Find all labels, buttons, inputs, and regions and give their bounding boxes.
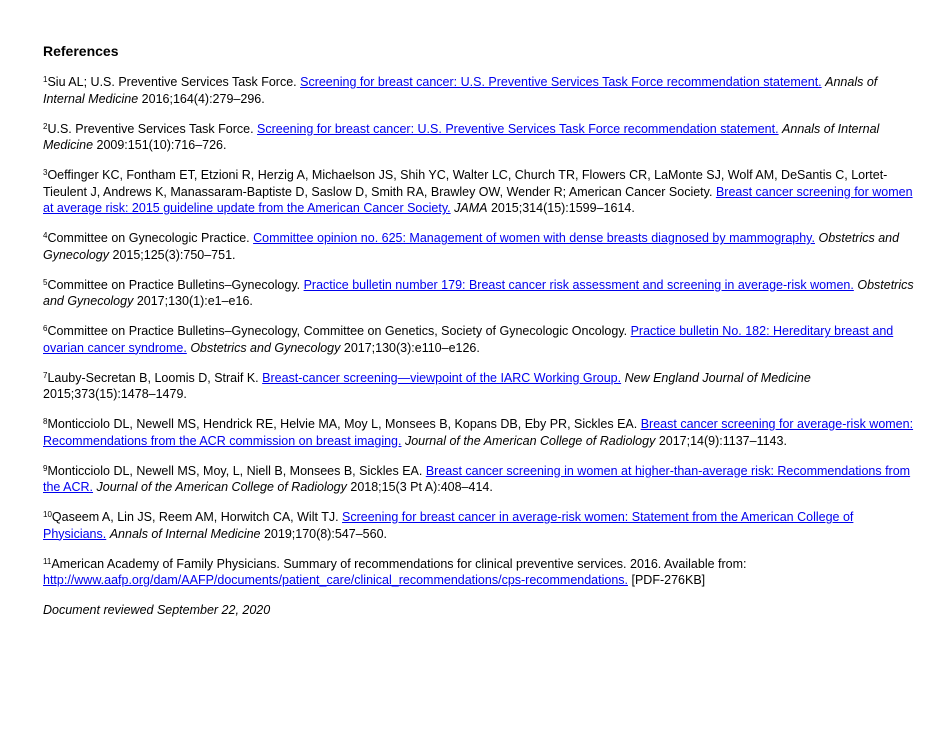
reference-link[interactable]: Screening for breast cancer: U.S. Preventive Services Task Force recommendation statement. [257, 121, 779, 136]
reference-item [43, 370, 920, 403]
reference-journal: Obstetrics and Gynecology [43, 277, 914, 308]
reference-number: 1 [43, 75, 48, 84]
reference-item [43, 509, 920, 542]
reference-number: 9 [43, 463, 48, 473]
reference-journal: Journal of the American College of Radiology [404, 433, 656, 448]
reference-number: 3 [43, 168, 48, 177]
reference-citation: 2009:151(10):716–726. [93, 138, 227, 152]
reference-number: 8 [43, 417, 48, 426]
reference-link[interactable]: Committee opinion no. 625: Management of women with dense breasts diagnosed by mammography. [253, 231, 815, 245]
reference-journal: Annals of Internal Medicine [109, 526, 261, 541]
reference-item [43, 230, 920, 263]
reference-number: 11 [43, 556, 52, 566]
reference-link[interactable]: Breast cancer screening for women at average risk: 2015 guideline update from the American Cancer Society. [43, 184, 913, 215]
reference-link[interactable]: Practice bulletin No. 182: Hereditary breast and ovarian cancer syndrome. [43, 324, 894, 355]
reference-item [43, 74, 920, 107]
reference-authors: Oeffinger KC, Fontham ET, Etzioni R, Herzig A, Michaelson JS, Shih YC, Walter LC, Church TR, Flowers CR, LaMonte SJ, Wolf AM, DeSantis C, Lortet-Tieulent J, Andrews K, Manassaram-Baptiste D, Saslow D, Smith RA, Brawley OW, Wender R; American Cancer Society. [43, 168, 888, 199]
reference-number: 7 [43, 370, 48, 380]
reference-item [43, 121, 920, 154]
reference-link[interactable]: Practice bulletin number 179: Breast cancer risk assessment and screening in average-risk women. [303, 277, 854, 292]
reference-item [43, 277, 920, 310]
reference-item [43, 323, 920, 356]
reference-citation: 2017;14(9):1137–1143. [655, 433, 787, 448]
reference-citation: 2016;164(4):279–296. [138, 91, 265, 106]
reference-citation: 2015;314(15):1599–1614. [487, 201, 635, 215]
reference-number: 2 [43, 121, 48, 131]
reference-authors: Committee on Practice Bulletins–Gynecology, Committee on Genetics, Society of Gynecologic Oncology. [47, 324, 631, 338]
reference-link[interactable]: Breast-cancer screening—viewpoint of the IARC Working Group. [262, 370, 622, 385]
reference-citation: 2018;15(3 Pt A):408–414. [346, 480, 493, 494]
reference-citation: 2017;130(3):e110–e126. [340, 340, 480, 355]
reference-link[interactable]: Screening for breast cancer in average-risk women: Statement from the American College of Physicians. [43, 510, 854, 541]
reference-authors: Siu AL; U.S. Preventive Services Task Force. [47, 75, 301, 89]
reference-journal: Obstetrics and Gynecology [43, 231, 900, 262]
reference-journal: Annals of Internal Medicine [43, 121, 880, 152]
reference-citation: 2015;125(3):750–751. [109, 247, 236, 262]
reference-journal: Journal of the American College of Radiology [96, 480, 347, 494]
reference-list [43, 74, 920, 589]
page-title: References [43, 43, 119, 59]
reference-link[interactable]: Breast cancer screening in women at higher-than-average risk: Recommendations from the ACR. [43, 463, 911, 494]
reference-authors: U.S. Preventive Services Task Force. [47, 121, 258, 136]
reference-link[interactable]: Breast cancer screening for average-risk women: Recommendations from the ACR commission on breast imaging. [43, 417, 914, 448]
reference-authors: Qaseem A, Lin JS, Reem AM, Horwitch CA, Wilt TJ. [51, 510, 343, 524]
reference-journal: New England Journal of Medicine [624, 370, 811, 385]
reference-journal: JAMA [454, 201, 488, 215]
reference-authors: Committee on Practice Bulletins–Gynecology. [47, 277, 304, 292]
review-date: Document reviewed September 22, 2020 [43, 603, 271, 617]
reference-citation: 2019;170(8):547–560. [260, 526, 387, 541]
reference-journal: Annals of Internal Medicine [43, 75, 878, 106]
reference-authors: Monticciolo DL, Newell MS, Hendrick RE, Helvie MA, Moy L, Monsees B, Kopans DB, Eby PR, Sickles EA. [47, 417, 641, 431]
reference-number: 6 [43, 324, 48, 333]
reference-authors: Lauby-Secretan B, Loomis D, Straif K. [47, 370, 263, 385]
reference-link[interactable]: Screening for breast cancer: U.S. Preventive Services Task Force recommendation statement. [300, 75, 822, 89]
reference-number: 4 [43, 231, 48, 240]
reference-citation: 2015;373(15):1478–1479. [43, 387, 187, 401]
reference-item [43, 416, 920, 449]
reference-item [43, 556, 920, 589]
reference-item [43, 167, 920, 217]
reference-authors: American Academy of Family Physicians. Summary of recommendations for clinical preventive services. 2016. Available from: [51, 556, 747, 571]
reference-link[interactable]: http://www.aafp.org/dam/AAFP/documents/patient_care/clinical_recommendations/cps-recommendations. [43, 573, 629, 587]
reference-citation: 2017;130(1):e1–e16. [133, 294, 253, 308]
reference-citation: [PDF-276KB] [628, 573, 706, 587]
reference-journal: Obstetrics and Gynecology [190, 340, 341, 355]
reference-authors: Monticciolo DL, Newell MS, Moy, L, Niell B, Monsees B, Sickles EA. [47, 463, 426, 478]
reference-authors: Committee on Gynecologic Practice. [47, 231, 254, 245]
reference-number: 5 [43, 277, 48, 287]
reference-number: 10 [43, 510, 52, 519]
reference-item [43, 463, 920, 496]
